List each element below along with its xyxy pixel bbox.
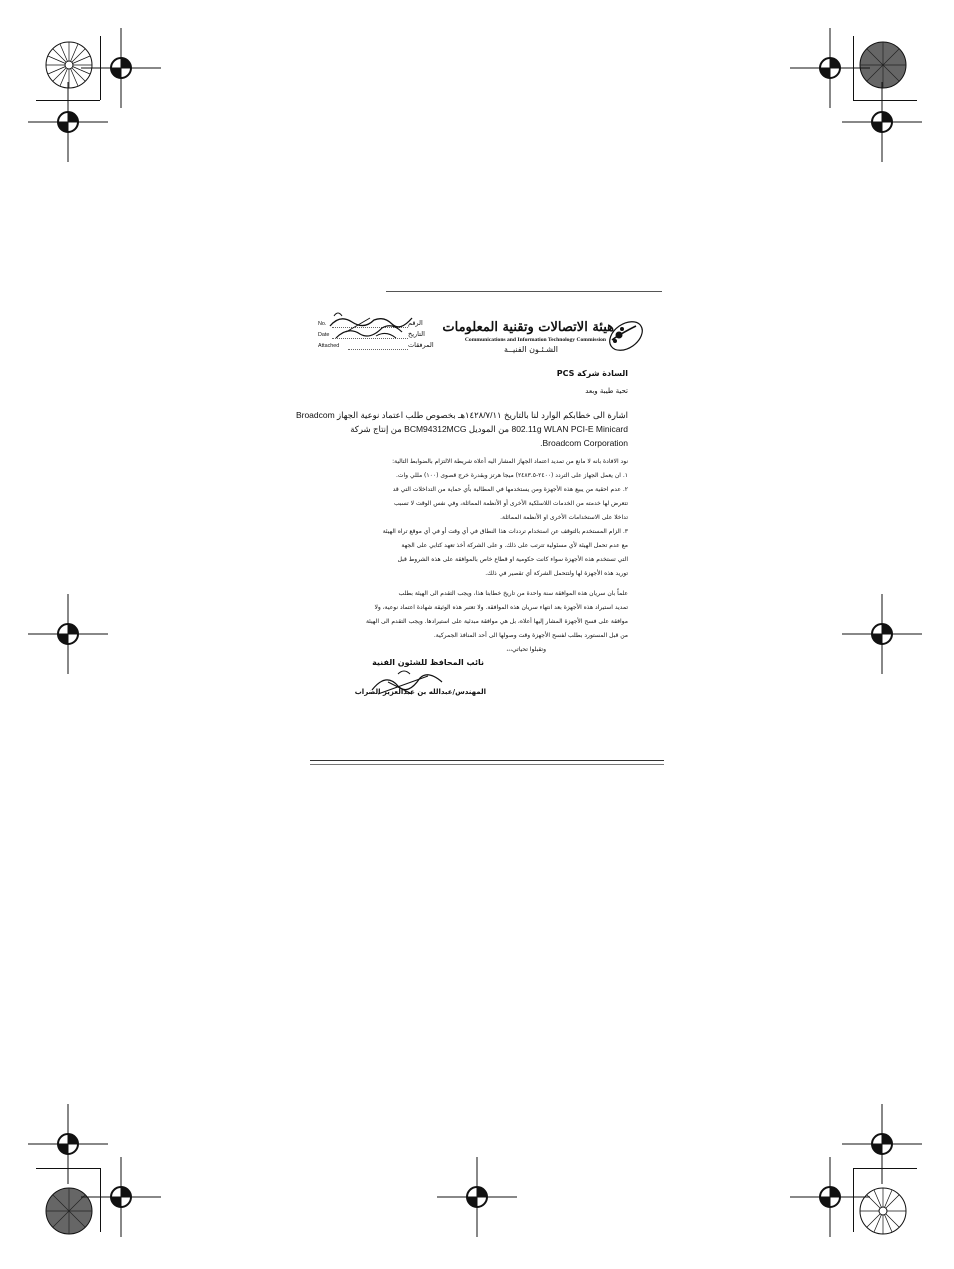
crosshair-target-icon xyxy=(81,1157,161,1237)
crosshair-target-icon xyxy=(842,594,922,674)
paragraph-line: ١. ان يعمل الجهاز على التردد (٢٤٠٠-٢٤٨٣.٥) ميجا هرتز وبقدرة خرج قصوى (١٠٠) مللي وات. xyxy=(395,472,628,479)
attached-label: Attached xyxy=(318,343,340,349)
paragraph-line: تداخلا على الاستخدامات الأخرى او الأنظمة المماثلة. xyxy=(500,514,628,521)
crop-line xyxy=(853,1168,854,1232)
reference-block xyxy=(318,318,434,354)
crop-line xyxy=(100,1168,101,1232)
paragraph-line: من قبل المستورد بطلب لفسح الأجهزة وقت وصولها الى أحد المنافذ الجمركية. xyxy=(433,632,628,639)
crop-line xyxy=(36,1168,100,1169)
date-label-ar: التاريخ xyxy=(408,330,425,338)
no-label-ar: الرقم xyxy=(408,319,423,327)
no-label: No. xyxy=(318,321,327,327)
addressee: السادة شركة PCS xyxy=(556,369,628,378)
footer-rule xyxy=(310,760,664,765)
date-label: Date xyxy=(318,332,330,338)
paragraph-line: مع عدم تحمل الهيئة لأي مسئولية تترتب على ذلك. و على الشركة أخذ تعهد كتابي على الجهة xyxy=(401,542,628,549)
paragraph-line: التي تستخدم هذه الأجهزة سواء كانت حكومية او قطاع خاص بالموافقة على هذه الشروط قبل xyxy=(397,556,628,563)
department: الشـئـون الفنيــة xyxy=(504,345,558,354)
paragraph-line: نود الافادة بانه لا مانع من تمديد اعتماد الجهاز المشار اليه أعلاه شريطة الالتزام بالضوابط التالية: xyxy=(392,458,628,465)
paragraph-line: ٣. الزام المستخدم بالتوقف عن استخدام ترددات هذا النطاق في أي وقت أو في أي موقع تراه الهيئة xyxy=(382,528,628,535)
crosshair-target-icon xyxy=(842,82,922,162)
org-name-ar: هيئة الاتصالات وتقنية المعلومات xyxy=(442,320,614,335)
crosshair-target-icon xyxy=(790,1157,870,1237)
greeting: تحية طيبة وبعد xyxy=(585,387,628,395)
paragraph-line: اشارة الى خطابكم الوارد لنا بالتاريخ ١٤٢٨/٧/١١هـ بخصوص طلب اعتماد نوعية الجهاز Broadcom xyxy=(295,410,628,420)
paragraph-line: موافقة على فسح الأجهزة المشار إليها أعلاه، بل هي موافقة مبدئية على استيرادها. ويجب التقدم الى الهيئة xyxy=(365,618,628,625)
header-rule xyxy=(386,291,662,292)
crosshair-target-icon xyxy=(28,594,108,674)
paragraph-line: تتعرض لها خدمته من الخدمات اللاسلكية الأخرى أو الأنظمة المماثلة، وفي نفس الوقت لا تسبب xyxy=(393,500,628,507)
org-name-en: Communications and Information Technology Commission xyxy=(464,337,606,343)
paragraph-line: توريد هذه الأجهزة لها ولتتحمل الشركة أي تقصير في ذلك. xyxy=(485,570,628,577)
crop-line xyxy=(36,100,100,101)
paragraph-line: تمديد استيراد هذه الأجهزة بعد انتهاء سريان هذه الموافقة. ولا تعتبر هذه الوثيقة شهادة اعتماد نوعية، ولا xyxy=(374,604,628,611)
attached-label-ar: المرفقات xyxy=(408,341,434,349)
attached-line xyxy=(348,349,408,350)
crosshair-target-icon xyxy=(28,82,108,162)
signatory-name: المهندس/عبدالله بن عبدالعزيز الضراب xyxy=(354,688,486,696)
paragraph-line: 802.11g WLAN PCI-E Minicard من الموديل BCM94312MCG من إنتاج شركة xyxy=(350,424,628,434)
paragraph-line: Broadcom Corporation. xyxy=(540,438,628,448)
handwritten-reference-number xyxy=(326,310,416,344)
letter xyxy=(295,290,664,764)
crop-line xyxy=(853,36,854,100)
crop-line xyxy=(853,1168,917,1169)
closing: وتقبلوا تحياتي،،، xyxy=(506,646,546,653)
signatory-title: نائب المحافظ للشئون الفنية xyxy=(372,658,484,667)
paragraph-line: علماً بان سريان هذه الموافقة سنة واحدة من تاريخ خطابنا هذا، ويجب التقدم الى الهيئة بطلب xyxy=(398,590,628,597)
crop-line xyxy=(100,36,101,100)
crop-line xyxy=(853,100,917,101)
crosshair-target-icon xyxy=(437,1157,517,1237)
paragraph-line: ٢. عدم احقية من يبيع هذه الأجهزة ومن يستخدمها في المطالبة بأي حماية من التداخلات التي قد xyxy=(392,486,628,493)
